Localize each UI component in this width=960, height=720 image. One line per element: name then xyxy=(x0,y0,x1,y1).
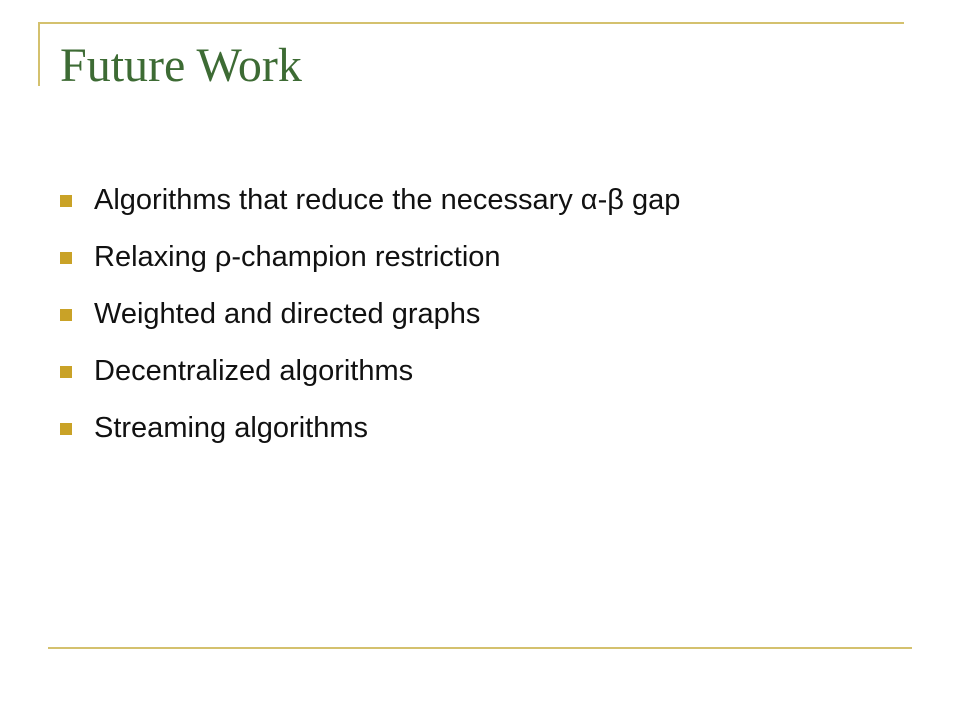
square-bullet-icon xyxy=(60,366,72,378)
bullet-item xyxy=(60,233,680,290)
bullet-text: Relaxing ρ-champion restriction xyxy=(94,241,501,273)
bullet-list xyxy=(60,176,680,461)
bullet-text: Streaming algorithms xyxy=(94,412,368,444)
bullet-text: Algorithms that reduce the necessary α-β gap xyxy=(94,184,681,216)
square-bullet-icon xyxy=(60,252,72,264)
square-bullet-icon xyxy=(60,195,72,207)
slide-title: Future Work xyxy=(60,39,302,92)
bottom-divider xyxy=(48,647,912,649)
bullet-item xyxy=(60,404,680,461)
square-bullet-icon xyxy=(60,309,72,321)
bullet-item xyxy=(60,290,680,347)
bullet-item xyxy=(60,176,680,233)
left-divider xyxy=(38,22,40,86)
bullet-text: Decentralized algorithms xyxy=(94,355,414,387)
top-divider xyxy=(38,22,904,24)
square-bullet-icon xyxy=(60,423,72,435)
bullet-item xyxy=(60,347,680,404)
bullet-text: Weighted and directed graphs xyxy=(94,298,481,330)
